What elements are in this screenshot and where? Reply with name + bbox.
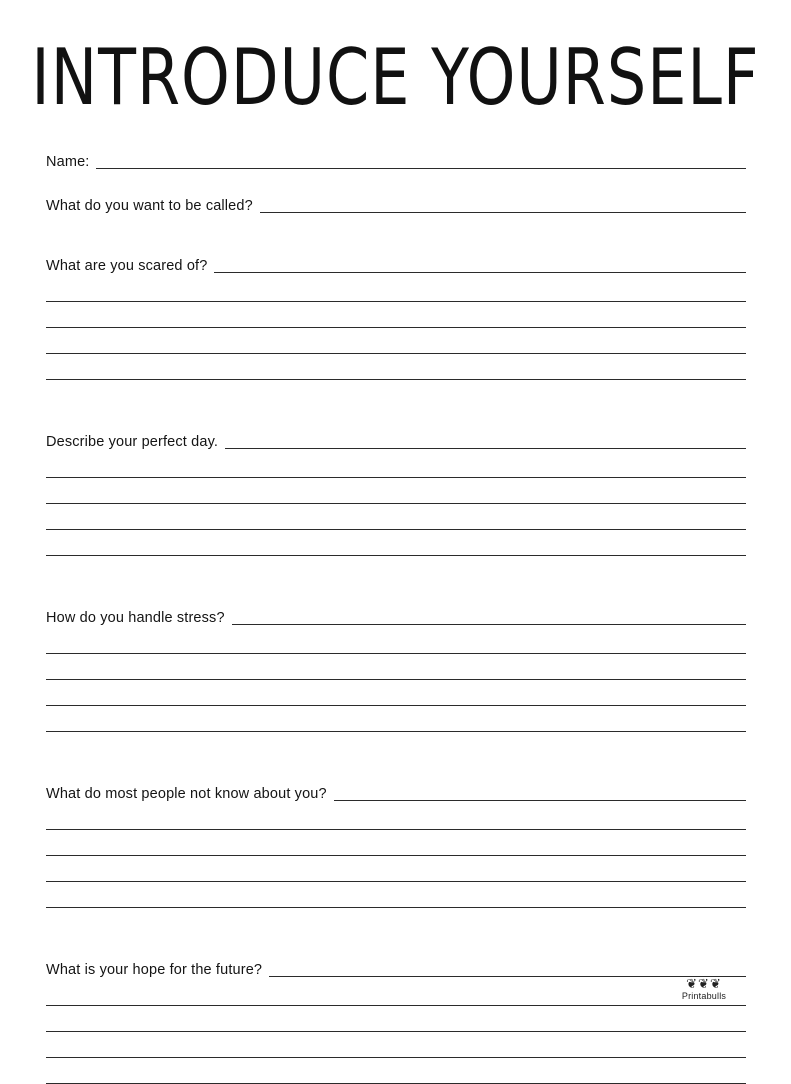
answer-line[interactable] [46,1031,746,1032]
spacer [46,172,746,190]
question-block-stress [46,602,746,732]
answer-line[interactable] [46,907,746,908]
answer-line[interactable] [46,855,746,856]
answer-lines [46,829,746,908]
answer-line[interactable] [225,448,746,449]
question-block-name [46,146,746,172]
form-body [46,146,746,1084]
answer-lines [46,653,746,732]
answer-line[interactable] [46,301,746,302]
answer-line[interactable] [46,829,746,830]
spacer [46,732,746,778]
question-block-called [46,190,746,216]
answer-line[interactable] [214,272,746,273]
question-block-not-know [46,778,746,908]
brand-footer [659,977,749,1002]
question-label: How do you handle stress? [46,610,225,626]
question-label: What is your hope for the future? [46,962,263,978]
brand-name: Printabulls [681,991,727,1001]
answer-line[interactable] [46,379,746,380]
answer-line[interactable] [46,881,746,882]
answer-lines [46,301,746,380]
spacer [46,556,746,602]
question-row [46,426,746,452]
question-row [46,146,746,172]
answer-line[interactable] [46,327,746,328]
answer-line[interactable] [96,168,746,169]
answer-lines [46,1005,746,1084]
spacer [46,908,746,954]
question-label: What are you scared of? [46,258,208,274]
question-label: Describe your perfect day. [46,434,219,450]
question-label: What do you want to be called? [46,198,253,214]
answer-line[interactable] [46,477,746,478]
page-title: INTRODUCE YOURSELF [31,31,760,123]
question-label: Name: [46,154,90,170]
answer-line[interactable] [46,353,746,354]
question-block-perfect-day [46,426,746,556]
answer-line[interactable] [46,503,746,504]
spacer [46,216,746,250]
spacer [46,380,746,426]
answer-line[interactable] [334,800,746,801]
question-block-scared [46,250,746,380]
question-row [46,778,746,804]
answer-line[interactable] [46,1057,746,1058]
answer-line[interactable] [46,679,746,680]
answer-line[interactable] [46,529,746,530]
answer-lines [46,477,746,556]
question-row [46,602,746,628]
question-row [46,190,746,216]
question-label: What do most people not know about you? [46,786,327,802]
bull-logo-icon: ❦❦❦ [686,976,722,991]
question-block-hope [46,954,746,1084]
answer-line[interactable] [46,1005,746,1006]
answer-line[interactable] [46,555,746,556]
answer-line[interactable] [232,624,746,625]
question-row [46,954,746,980]
answer-line[interactable] [46,705,746,706]
answer-line[interactable] [260,212,746,213]
question-row [46,250,746,276]
answer-line[interactable] [46,653,746,654]
answer-line[interactable] [46,731,746,732]
